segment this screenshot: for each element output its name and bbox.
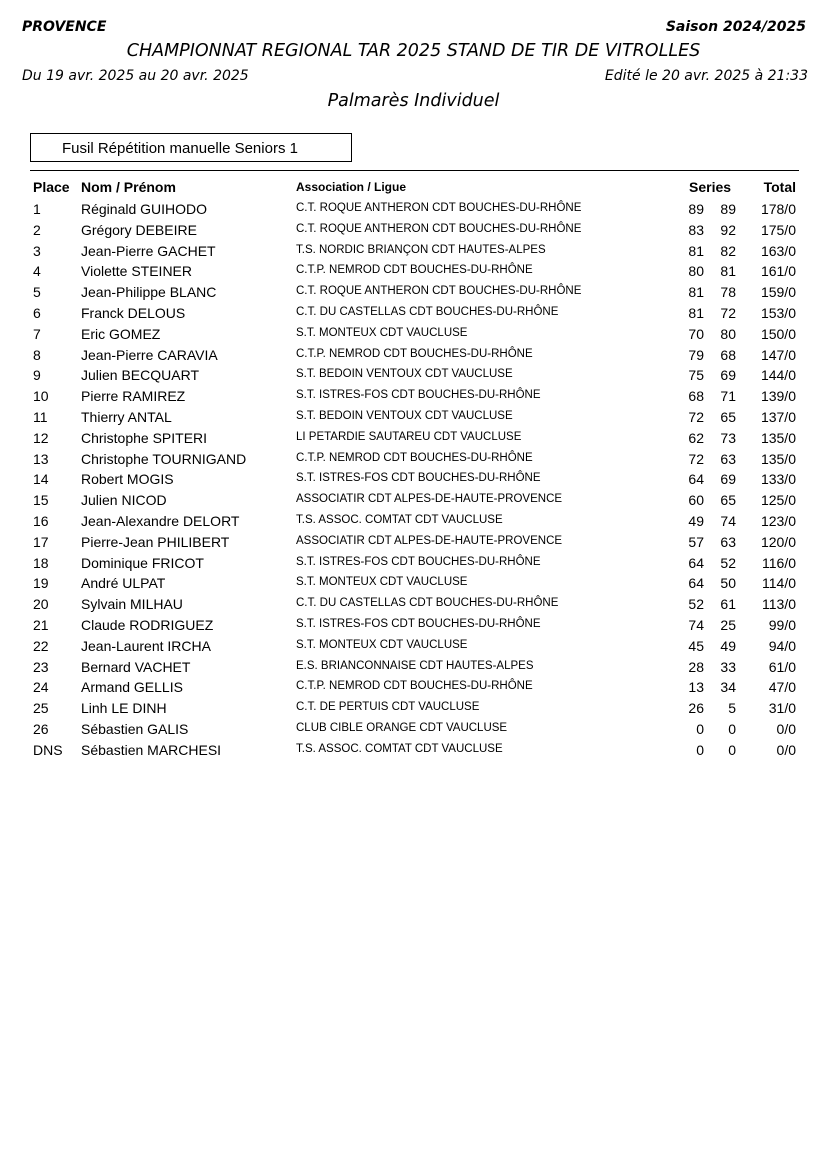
- table-row: [0, 449, 827, 470]
- association-cell: C.T. ROQUE ANTHERON CDT BOUCHES-DU-RHÔNE: [296, 202, 582, 214]
- series-1-cell: 62: [688, 429, 704, 446]
- place-cell: 1: [33, 201, 41, 217]
- table-row: [0, 407, 827, 428]
- name-cell: Christophe SPITERI: [81, 429, 208, 446]
- total-cell: 31/0: [768, 700, 796, 717]
- name-cell: Pierre RAMIREZ: [81, 388, 186, 405]
- table-row: [0, 199, 827, 220]
- series-1-cell: 81: [688, 284, 704, 301]
- association-cell: C.T.P. NEMROD CDT BOUCHES-DU-RHÔNE: [296, 347, 533, 360]
- series-2-cell: 61: [720, 596, 736, 613]
- place-cell: 16: [33, 512, 49, 529]
- name-cell: Franck DELOUS: [81, 304, 186, 321]
- total-cell: 150/0: [760, 325, 796, 342]
- place-cell: 19: [33, 575, 49, 592]
- table-row: [0, 345, 827, 366]
- name-cell: Pierre-Jean PHILIBERT: [81, 533, 230, 550]
- total-cell: 147/0: [760, 346, 796, 363]
- table-row: [0, 428, 827, 449]
- column-header-total: Total: [763, 179, 796, 195]
- series-2-cell: 63: [720, 533, 736, 550]
- name-cell: Julien BECQUART: [81, 367, 200, 384]
- association-cell: S.T. MONTEUX CDT VAUCLUSE: [296, 576, 468, 589]
- name-cell: Jean-Alexandre DELORT: [81, 512, 240, 529]
- series-2-cell: 65: [720, 492, 736, 509]
- association-cell: LI PETARDIE SAUTAREU CDT VAUCLUSE: [296, 430, 522, 443]
- series-1-cell: 0: [696, 741, 704, 758]
- place-cell: 5: [33, 284, 41, 301]
- column-header-series: Series: [689, 179, 732, 195]
- page-subtitle: Palmarès Individuel: [327, 91, 500, 111]
- name-cell: Julien NICOD: [81, 492, 167, 509]
- place-cell: 11: [33, 408, 48, 425]
- series-1-cell: 83: [688, 221, 704, 238]
- series-1-cell: 79: [688, 346, 704, 363]
- association-cell: C.T. ROQUE ANTHERON CDT BOUCHES-DU-RHÔNE: [296, 285, 582, 298]
- column-header-place: Place: [33, 179, 70, 195]
- total-cell: 120/0: [760, 533, 796, 550]
- association-cell: C.T.P. NEMROD CDT BOUCHES-DU-RHÔNE: [296, 680, 533, 693]
- series-2-cell: 0: [728, 720, 736, 737]
- table-row: [0, 719, 827, 740]
- series-2-cell: 25: [720, 616, 736, 633]
- place-cell: 18: [33, 554, 49, 571]
- name-cell: Linh LE DINH: [81, 700, 167, 717]
- total-cell: 0/0: [776, 720, 796, 737]
- association-cell: S.T. BEDOIN VENTOUX CDT VAUCLUSE: [296, 368, 513, 381]
- place-cell: 13: [33, 450, 49, 467]
- name-cell: Thierry ANTAL: [81, 408, 172, 425]
- name-cell: Dominique FRICOT: [81, 554, 204, 571]
- series-1-cell: 81: [688, 242, 704, 259]
- total-cell: 99/0: [768, 616, 796, 633]
- total-cell: 137/0: [760, 408, 796, 425]
- total-cell: 153/0: [760, 304, 796, 321]
- association-cell: ASSOCIATIR CDT ALPES-DE-HAUTE-PROVENCE: [296, 493, 563, 506]
- table-row: [0, 511, 827, 532]
- series-2-cell: 92: [720, 221, 736, 238]
- series-1-cell: 81: [688, 304, 704, 321]
- association-cell: S.T. MONTEUX CDT VAUCLUSE: [296, 638, 468, 651]
- name-cell: André ULPAT: [81, 575, 166, 592]
- series-2-cell: 74: [720, 512, 736, 529]
- table-row: [0, 615, 827, 636]
- association-cell: T.S. ASSOC. COMTAT CDT VAUCLUSE: [296, 742, 503, 755]
- series-2-cell: 69: [720, 471, 736, 488]
- total-cell: 113/0: [762, 596, 796, 613]
- table-row: [0, 677, 827, 698]
- place-cell: 8: [33, 346, 41, 363]
- total-cell: 125/0: [760, 492, 796, 509]
- series-1-cell: 45: [688, 637, 704, 654]
- table-row: [0, 740, 827, 761]
- name-cell: Claude RODRIGUEZ: [81, 616, 214, 633]
- series-2-cell: 71: [720, 388, 736, 405]
- association-cell: S.T. ISTRES-FOS CDT BOUCHES-DU-RHÔNE: [296, 389, 541, 402]
- total-cell: 133/0: [760, 471, 796, 488]
- total-cell: 61/0: [768, 658, 796, 675]
- series-1-cell: 74: [688, 616, 704, 633]
- name-cell: Jean-Laurent IRCHA: [81, 637, 211, 654]
- table-row: [0, 220, 827, 241]
- place-cell: 17: [33, 533, 49, 550]
- series-1-cell: 60: [688, 492, 704, 509]
- association-cell: E.S. BRIANCONNAISE CDT HAUTES-ALPES: [296, 659, 534, 672]
- region-label: PROVENCE: [22, 19, 107, 35]
- series-1-cell: 0: [696, 720, 704, 737]
- association-cell: T.S. ASSOC. COMTAT CDT VAUCLUSE: [296, 513, 503, 526]
- edited-date: Edité le 20 avr. 2025 à 21:33: [604, 68, 808, 84]
- association-cell: S.T. ISTRES-FOS CDT BOUCHES-DU-RHÔNE: [296, 555, 541, 568]
- series-1-cell: 57: [688, 533, 704, 550]
- total-cell: 47/0: [768, 679, 796, 696]
- series-2-cell: 81: [720, 263, 736, 280]
- total-cell: 139/0: [760, 388, 796, 405]
- association-cell: CLUB CIBLE ORANGE CDT VAUCLUSE: [296, 721, 508, 734]
- series-2-cell: 82: [720, 242, 736, 259]
- place-cell: 2: [33, 221, 41, 238]
- place-cell: 7: [33, 325, 41, 342]
- total-cell: 159/0: [760, 284, 796, 301]
- series-2-cell: 33: [720, 658, 736, 675]
- series-2-cell: 0: [728, 741, 736, 758]
- header-separator: [30, 170, 799, 171]
- table-row: [0, 303, 827, 324]
- place-cell: 4: [33, 263, 41, 280]
- page-title: CHAMPIONNAT REGIONAL TAR 2025 STAND DE TIR DE VITROLLES: [126, 41, 701, 61]
- name-cell: Eric GOMEZ: [81, 325, 161, 342]
- table-row: [0, 553, 827, 574]
- association-cell: S.T. MONTEUX CDT VAUCLUSE: [296, 326, 468, 339]
- table-row: [0, 657, 827, 678]
- series-2-cell: 63: [720, 450, 736, 467]
- association-cell: S.T. ISTRES-FOS CDT BOUCHES-DU-RHÔNE: [296, 617, 541, 630]
- series-1-cell: 70: [688, 325, 704, 342]
- total-cell: 163/0: [760, 242, 796, 259]
- place-cell: 21: [33, 616, 49, 633]
- place-cell: 23: [33, 658, 49, 675]
- series-2-cell: 49: [720, 637, 736, 654]
- series-1-cell: 68: [688, 388, 704, 405]
- table-row: [0, 594, 827, 615]
- name-cell: Jean-Pierre GACHET: [81, 242, 216, 259]
- category-label: Fusil Répétition manuelle Seniors 1: [62, 140, 298, 157]
- association-cell: C.T. ROQUE ANTHERON CDT BOUCHES-DU-RHÔNE: [296, 222, 582, 235]
- total-cell: 94/0: [768, 637, 796, 654]
- name-cell: Armand GELLIS: [81, 679, 183, 696]
- name-cell: Sylvain MILHAU: [81, 596, 183, 613]
- series-1-cell: 72: [688, 408, 704, 425]
- name-cell: Bernard VACHET: [81, 658, 191, 675]
- total-cell: 114/0: [762, 575, 796, 592]
- table-row: [0, 365, 827, 386]
- place-cell: 3: [33, 242, 41, 259]
- series-2-cell: 89: [720, 201, 736, 217]
- place-cell: 20: [33, 596, 49, 613]
- name-cell: Jean-Philippe BLANC: [81, 284, 217, 301]
- series-1-cell: 49: [688, 512, 704, 529]
- date-range: Du 19 avr. 2025 au 20 avr. 2025: [22, 68, 249, 84]
- name-cell: Jean-Pierre CARAVIA: [81, 346, 218, 363]
- association-cell: C.T. DE PERTUIS CDT VAUCLUSE: [296, 701, 480, 714]
- table-row: [0, 324, 827, 345]
- name-cell: Christophe TOURNIGAND: [81, 450, 247, 467]
- place-cell: 24: [33, 679, 49, 696]
- results-table: [0, 199, 827, 761]
- place-cell: 26: [33, 720, 49, 737]
- association-cell: C.T.P. NEMROD CDT BOUCHES-DU-RHÔNE: [296, 451, 533, 464]
- place-cell: 15: [33, 492, 49, 509]
- total-cell: 161/0: [760, 263, 796, 280]
- total-cell: 135/0: [760, 450, 796, 467]
- series-1-cell: 64: [688, 554, 704, 571]
- name-cell: Sébastien GALIS: [81, 720, 189, 737]
- place-cell: DNS: [33, 741, 63, 758]
- series-1-cell: 64: [688, 575, 704, 592]
- total-cell: 178/0: [760, 201, 796, 217]
- total-cell: 0/0: [776, 741, 796, 758]
- table-row: [0, 469, 827, 490]
- series-2-cell: 78: [720, 284, 736, 301]
- series-2-cell: 73: [720, 429, 736, 446]
- series-1-cell: 72: [688, 450, 704, 467]
- series-1-cell: 80: [688, 263, 704, 280]
- name-cell: Sébastien MARCHESI: [81, 741, 222, 758]
- series-2-cell: 80: [720, 325, 736, 342]
- season-label: Saison 2024/2025: [665, 19, 806, 35]
- series-1-cell: 26: [688, 700, 704, 717]
- total-cell: 144/0: [760, 367, 796, 384]
- place-cell: 10: [33, 388, 49, 405]
- total-cell: 116/0: [762, 554, 796, 571]
- series-2-cell: 34: [720, 679, 736, 696]
- association-cell: C.T. DU CASTELLAS CDT BOUCHES-DU-RHÔNE: [296, 597, 559, 610]
- place-cell: 25: [33, 700, 49, 717]
- series-1-cell: 89: [688, 201, 704, 217]
- place-cell: 22: [33, 637, 49, 654]
- association-cell: ASSOCIATIR CDT ALPES-DE-HAUTE-PROVENCE: [296, 534, 563, 547]
- table-row: [0, 698, 827, 719]
- place-cell: 12: [33, 429, 49, 446]
- place-cell: 9: [33, 367, 41, 384]
- series-1-cell: 13: [688, 679, 704, 696]
- place-cell: 14: [33, 471, 49, 488]
- series-1-cell: 75: [688, 367, 704, 384]
- name-cell: Grégory DEBEIRE: [81, 221, 197, 238]
- table-row: [0, 490, 827, 511]
- name-cell: Réginald GUIHODO: [81, 201, 208, 217]
- table-row: [0, 386, 827, 407]
- total-cell: 175/0: [760, 221, 796, 238]
- table-row: [0, 636, 827, 657]
- table-row: [0, 573, 827, 594]
- table-row: [0, 282, 827, 303]
- table-row: [0, 241, 827, 262]
- series-2-cell: 68: [720, 346, 736, 363]
- series-2-cell: 50: [720, 575, 736, 592]
- name-cell: Robert MOGIS: [81, 471, 174, 488]
- series-2-cell: 72: [720, 304, 736, 321]
- name-cell: Violette STEINER: [81, 263, 193, 280]
- series-2-cell: 65: [720, 408, 736, 425]
- association-cell: C.T. DU CASTELLAS CDT BOUCHES-DU-RHÔNE: [296, 305, 559, 318]
- total-cell: 135/0: [760, 429, 796, 446]
- total-cell: 123/0: [760, 512, 796, 529]
- series-2-cell: 52: [720, 554, 736, 571]
- column-header-name: Nom / Prénom: [81, 179, 176, 195]
- association-cell: T.S. NORDIC BRIANÇON CDT HAUTES-ALPES: [296, 243, 546, 256]
- association-cell: S.T. ISTRES-FOS CDT BOUCHES-DU-RHÔNE: [296, 472, 541, 485]
- place-cell: 6: [33, 304, 41, 321]
- column-header-association: Association / Ligue: [296, 180, 407, 194]
- table-row: [0, 532, 827, 553]
- association-cell: C.T.P. NEMROD CDT BOUCHES-DU-RHÔNE: [296, 264, 533, 277]
- series-2-cell: 69: [720, 367, 736, 384]
- series-1-cell: 52: [688, 596, 704, 613]
- series-2-cell: 5: [728, 700, 736, 717]
- association-cell: S.T. BEDOIN VENTOUX CDT VAUCLUSE: [296, 409, 513, 422]
- series-1-cell: 28: [688, 658, 704, 675]
- series-1-cell: 64: [688, 471, 704, 488]
- table-row: [0, 261, 827, 282]
